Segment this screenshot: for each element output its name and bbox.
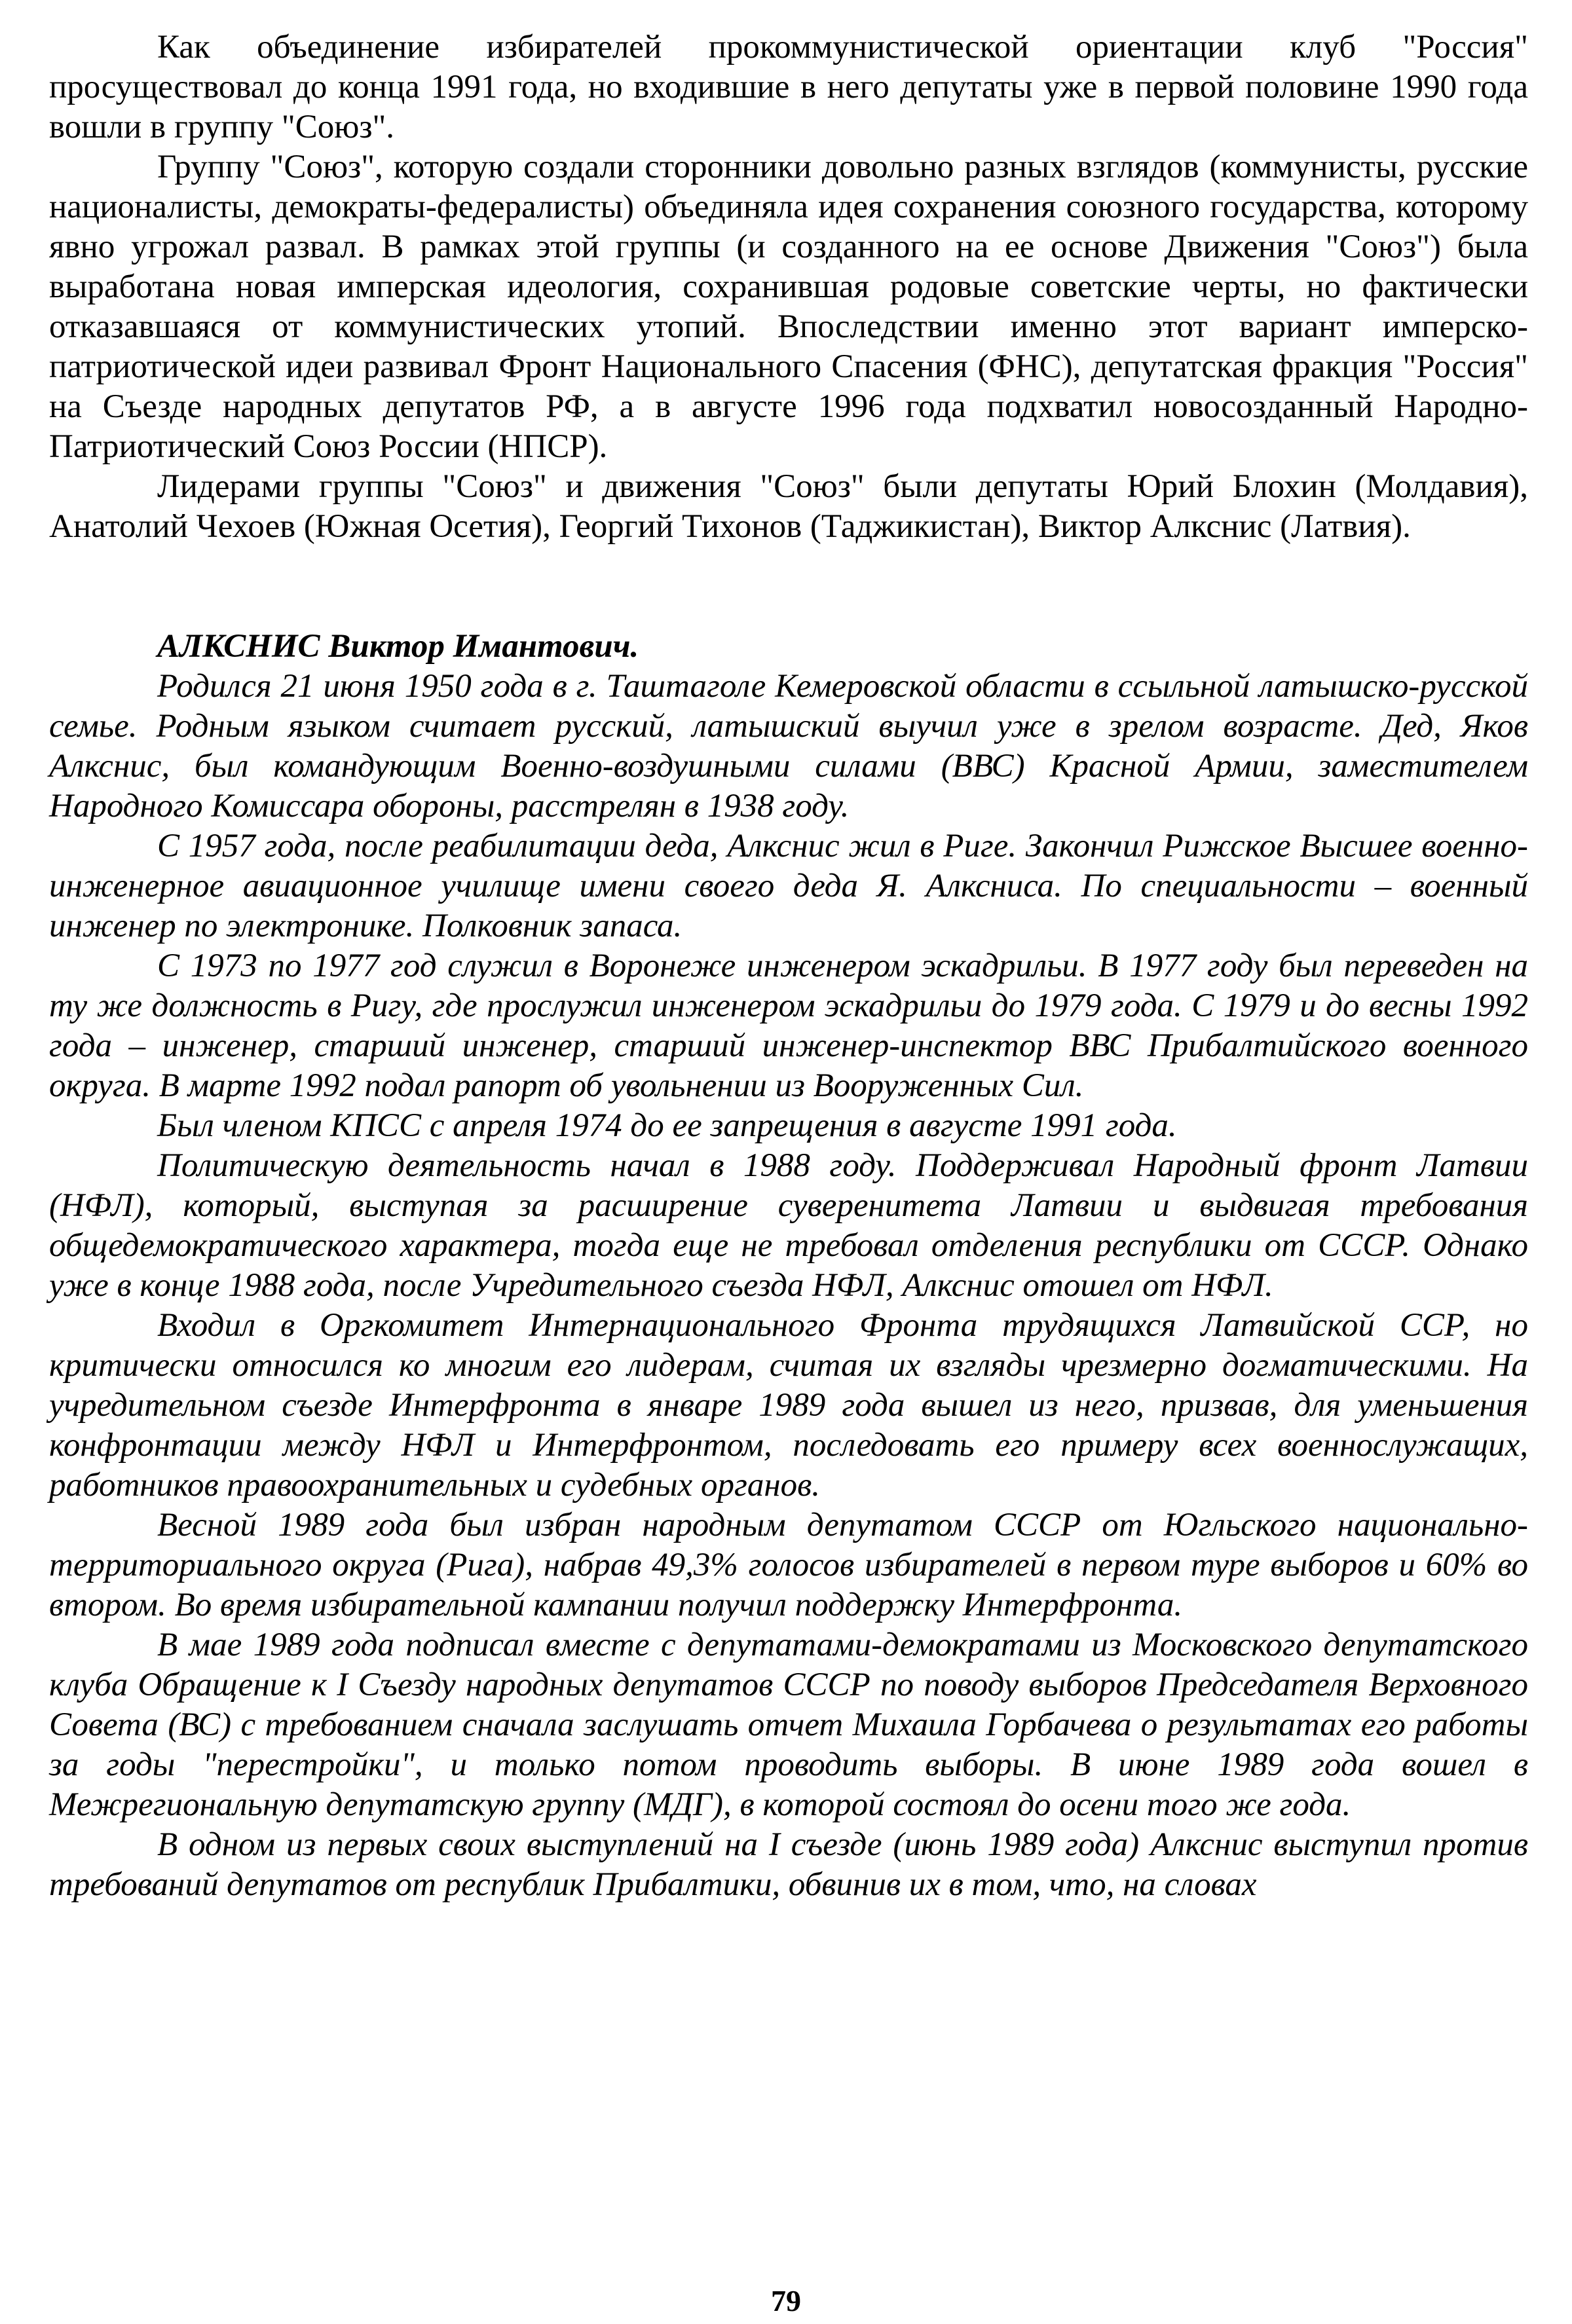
section-spacer <box>49 547 1528 627</box>
bio-paragraph-service: С 1973 по 1977 год служил в Воронеже инженером эскадрильи. В 1977 году был переведен на ту же должность в Ригу, где прослужил инженером эскадрильи до 1979 года. С 1979 и до весны 1992 года – инженер, старший инженер, старший инженер-инспектор ВВС Прибалтийского военного округа. В марте 1992 подал рапорт об увольнении из Вооруженных Сил. <box>49 948 1528 1104</box>
bio-paragraph-birth: Родился 21 июня 1950 года в г. Таштаголе Кемеровской области в ссыльной латышско-русской семье. Родным языком считает русский, латышский выучил уже в зрелом возрасте. Дед, Яков Алкснис, был командующим Военно-воздушными силами (ВВС) Красной Армии, заместителем Народного Комиссара обороны, расстрелян в 1938 году. <box>49 668 1528 824</box>
bio-paragraph-political-start: Политическую деятельность начал в 1988 году. Поддерживал Народный фронт Латвии (НФЛ), который, выступая за расширение суверенитета Латвии и выдвигая требования общедемократического характера, тогда еще не требовал отделения республики от СССР. Однако уже в конце 1988 года, после Учредительного съезда НФЛ, Алкснис отошел от НФЛ. <box>49 1147 1528 1304</box>
bio-paragraph-election: Весной 1989 года был избран народным депутатом СССР от Югльского национально-территориального округа (Рига), набрав 49,3% голосов избирателей в первом туре выборов и 60% во втором. Во время избирательной кампании получил поддержку Интерфронта. <box>49 1507 1528 1623</box>
bio-paragraph-education: С 1957 года, после реабилитации деда, Алкснис жил в Риге. Закончил Рижское Высшее военно-инженерное авиационное училище имени своего деда Я. Алксниса. По специальности – военный инженер по электронике. Полковник запаса. <box>49 828 1528 944</box>
paragraph-group-soyuz: Группу "Союз", которую создали сторонники довольно разных взглядов (коммунисты, русские националисты, демократы-федералисты) объединяла идея сохранения союзного государства, которому явно угрожал развал. В рамках этой группы (и созданного на ее основе Движения "Союз") была выработана новая имперская идеология, сохранившая родовые советские черты, но фактически отказавшаяся от коммунистических утопий. Впоследствии именно этот вариант имперско-патриотической идеи развивал Фронт Национального Спасения (ФНС), депутатская фракция "Россия" на Съезде народных депутатов РФ, а в августе 1996 года подхватил новосозданный Народно-Патриотический Союз России (НПСР). <box>49 149 1528 465</box>
paragraph-club-russia: Как объединение избирателей прокоммунистической ориентации клуб "Россия" просуществовал до конца 1991 года, но входившие в него депутаты уже в первой половине 1990 года вошли в группу "Союз". <box>49 29 1528 145</box>
paragraph-soyuz-leaders: Лидерами группы "Союз" и движения "Союз" были депутаты Юрий Блохин (Молдавия), Анатолий Чехоев (Южная Осетия), Георгий Тихонов (Таджикистан), Виктор Алкснис (Латвия). <box>49 468 1528 545</box>
document-page <box>49 28 1528 1905</box>
bio-paragraph-interfront: Входил в Оргкомитет Интернационального Фронта трудящихся Латвийской ССР, но критически относился ко многим его лидерам, считая их взгляды чрезмерно догматическими. На учредительном съезде Интерфронта в январе 1989 года вышел из него, призвав, для уменьшения конфронтации между НФЛ и Интерфронтом, последовать его примеру всех военнослужащих, работников правоохранительных и судебных органов. <box>49 1307 1528 1503</box>
biography-heading: АЛКСНИС Виктор Имантович. <box>157 628 639 665</box>
bio-paragraph-cpsu: Был членом КПСС с апреля 1974 до ее запрещения в августе 1991 года. <box>157 1107 1177 1144</box>
page-number: 79 <box>771 2284 801 2317</box>
bio-paragraph-first-congress: В одном из первых своих выступлений на I съезде (июнь 1989 года) Алкснис выступил против требований депутатов от республик Прибалтики, обвинив их в том, что, на словах <box>49 1826 1528 1903</box>
bio-paragraph-may-1989: В мае 1989 года подписал вместе с депутатами-демократами из Московского депутатского клуба Обращение к I Съезду народных депутатов СССР по поводу выборов Председателя Верховного Совета (ВС) с требованием сначала заслушать отчет Михаила Горбачева о результатах его работы за годы "перестройки", и только потом проводить выборы. В июне 1989 года вошел в Межрегиональную депутатскую группу (МДГ), в которой состоял до осени того же года. <box>49 1627 1528 1823</box>
